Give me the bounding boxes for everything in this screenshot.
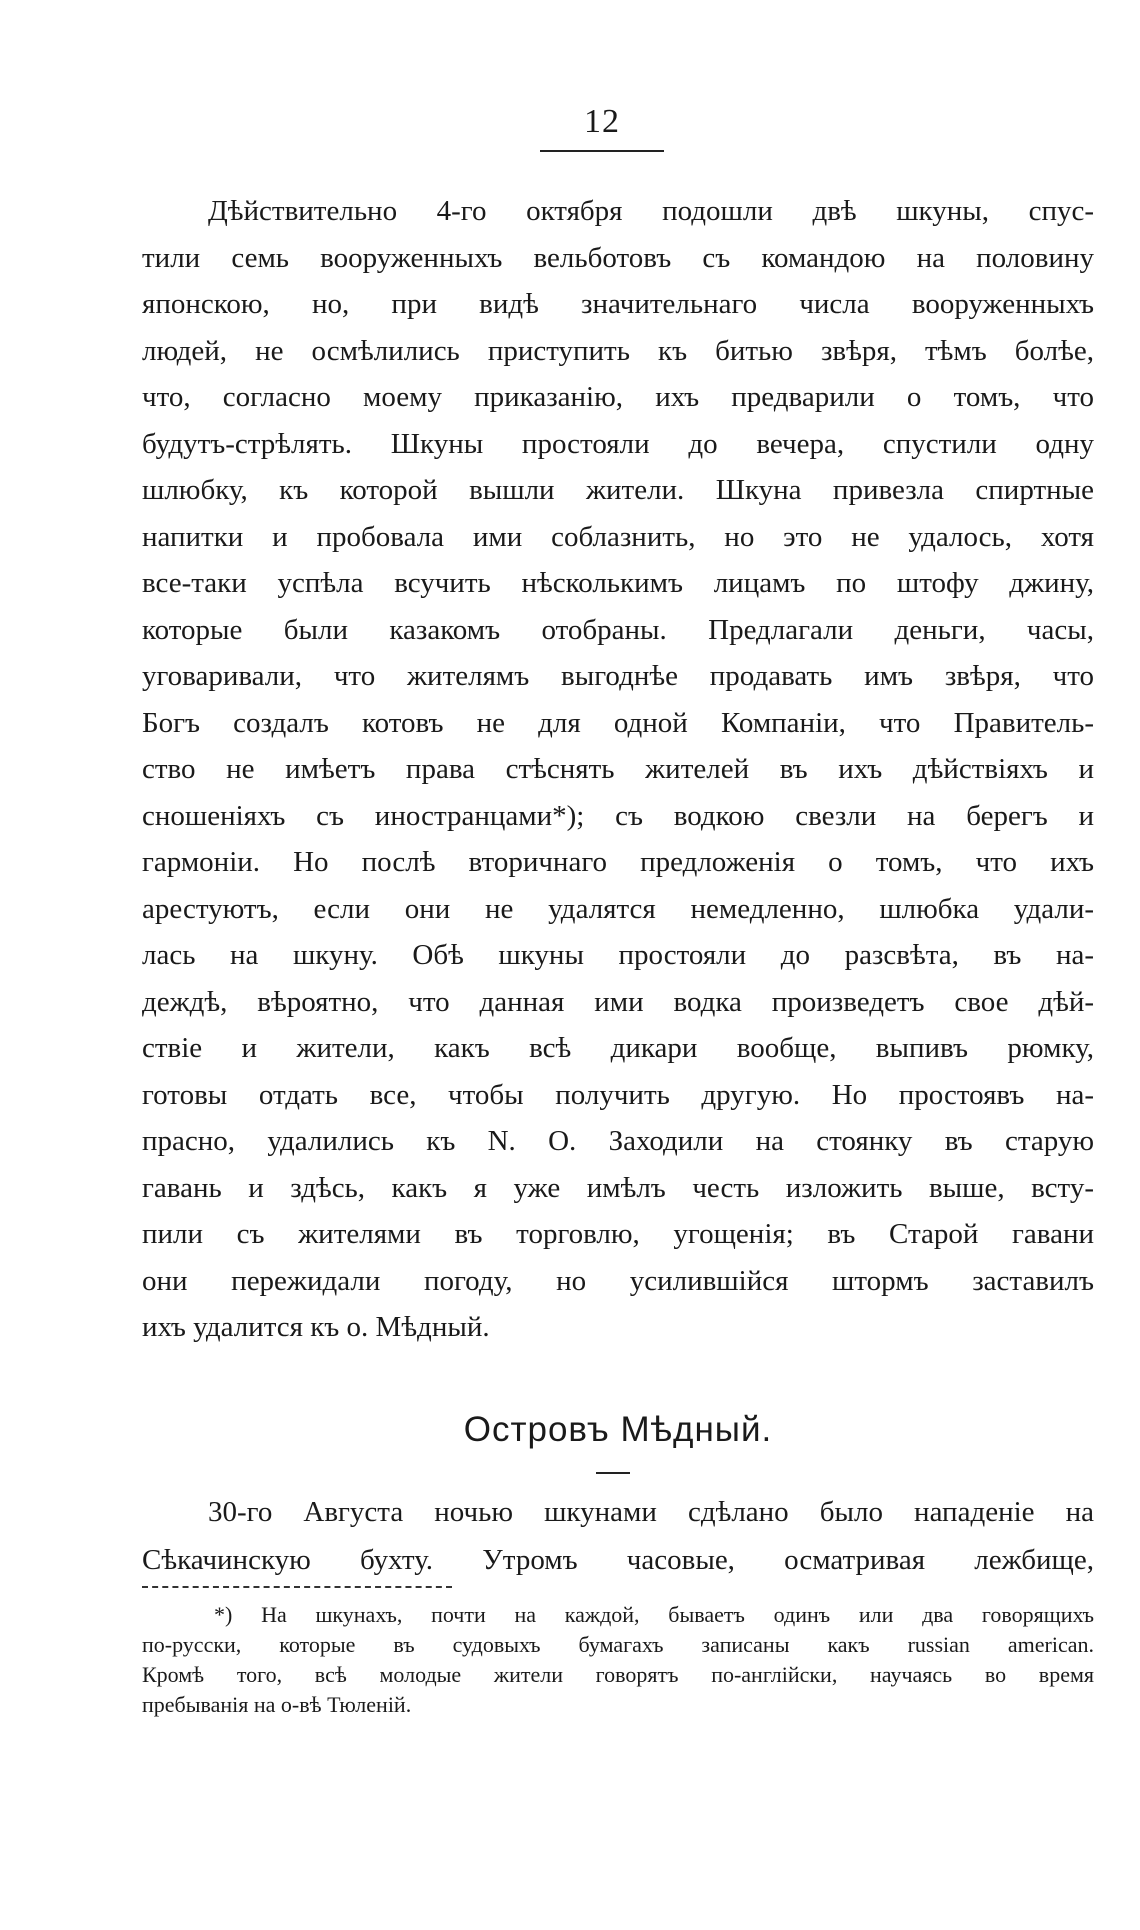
text-line: ихъ удалится къ о. Мѣдный.: [142, 1311, 490, 1343]
footnote: [142, 1600, 1094, 1720]
text-line: прасно, удалились къ N. O. Заходили на стоянку въ старую: [142, 1125, 1094, 1157]
page-number: 12: [584, 103, 620, 140]
heading-rule: [596, 1472, 630, 1474]
text-line: Сѣкачинскую бухту. Утромъ часовые, осматривая лежбище,: [142, 1544, 1094, 1576]
text-line: 30-го Августа ночью шкунами сдѣлано было нападеніе на: [208, 1496, 1094, 1528]
text-line: японскою, но, при видѣ значительнаго числа вооруженныхъ: [142, 288, 1094, 320]
text-line: ство не имѣетъ права стѣснять жителей въ ихъ дѣйствіяхъ и: [142, 753, 1094, 785]
footnote-line: пребыванія на о-вѣ Тюленій.: [142, 1692, 412, 1717]
footnote-line: *) На шкунахъ, почти на каждой, бываетъ одинъ или два говорящихъ: [214, 1602, 1094, 1627]
text-line: лась на шкуну. Обѣ шкуны простояли до разсвѣта, въ на-: [142, 939, 1094, 971]
text-line: все-таки успѣла всучить нѣсколькимъ лицамъ по штофу джину,: [142, 567, 1094, 599]
section-text: [142, 1488, 1094, 1584]
text-line: гавань и здѣсь, какъ я уже имѣлъ честь изложить выше, всту-: [142, 1171, 1094, 1204]
body-text: [142, 188, 1094, 1351]
text-line: будутъ-стрѣлять. Шкуны простояли до вечера, спустили одну: [142, 427, 1094, 460]
text-line: Дѣйствительно 4-го октября подошли двѣ шкуны, спус-: [208, 195, 1094, 227]
text-line: они пережидали погоду, но усилившійся штормъ заставилъ: [142, 1264, 1094, 1297]
text-line: арестуютъ, если они не удалятся немедленно, шлюбка удали-: [142, 892, 1094, 925]
text-line: деждѣ, вѣроятно, что данная ими водка произведетъ свое дѣй-: [142, 985, 1094, 1018]
text-line: тили семь вооруженныхъ вельботовъ съ командою на половину: [142, 241, 1094, 274]
footnote-line: по-русски, которые въ судовыхъ бумагахъ записаны какъ russian american.: [142, 1632, 1094, 1657]
page-number-rule: [540, 150, 664, 152]
text-line: напитки и пробовала ими соблазнить, но это не удалось, хотя: [142, 520, 1094, 553]
footnote-rule: [142, 1586, 452, 1588]
text-line: гармоніи. Но послѣ вторичнаго предложенія о томъ, что ихъ: [142, 846, 1094, 878]
section-heading: Островъ Мѣдный.: [463, 1410, 773, 1449]
text-line: людей, не осмѣлились приступить къ битью звѣря, тѣмъ болѣе,: [142, 334, 1094, 367]
text-line: Богъ создалъ котовъ не для одной Компаніи, что Правитель-: [142, 706, 1094, 739]
text-line: что, согласно моему приказанію, ихъ предварили о томъ, что: [142, 381, 1094, 413]
text-line: пили съ жителями въ торговлю, угощенія; въ Старой гавани: [142, 1218, 1094, 1250]
text-line: готовы отдать все, чтобы получить другую. Но простоявъ на-: [142, 1078, 1094, 1111]
text-line: уговаривали, что жителямъ выгоднѣе продавать имъ звѣря, что: [142, 660, 1094, 692]
text-line: ствіе и жители, какъ всѣ дикари вообще, выпивъ рюмку,: [142, 1032, 1094, 1064]
text-line: которые были казакомъ отобраны. Предлагали деньги, часы,: [142, 613, 1094, 646]
footnote-line: Кромѣ того, всѣ молодые жители говорятъ по-англійски, научаясь во время: [142, 1662, 1094, 1687]
text-line: шлюбку, къ которой вышли жители. Шкуна привезла спиртные: [142, 474, 1094, 506]
text-line: сношеніяхъ съ иностранцами*); съ водкою свезли на берегъ и: [142, 799, 1094, 832]
